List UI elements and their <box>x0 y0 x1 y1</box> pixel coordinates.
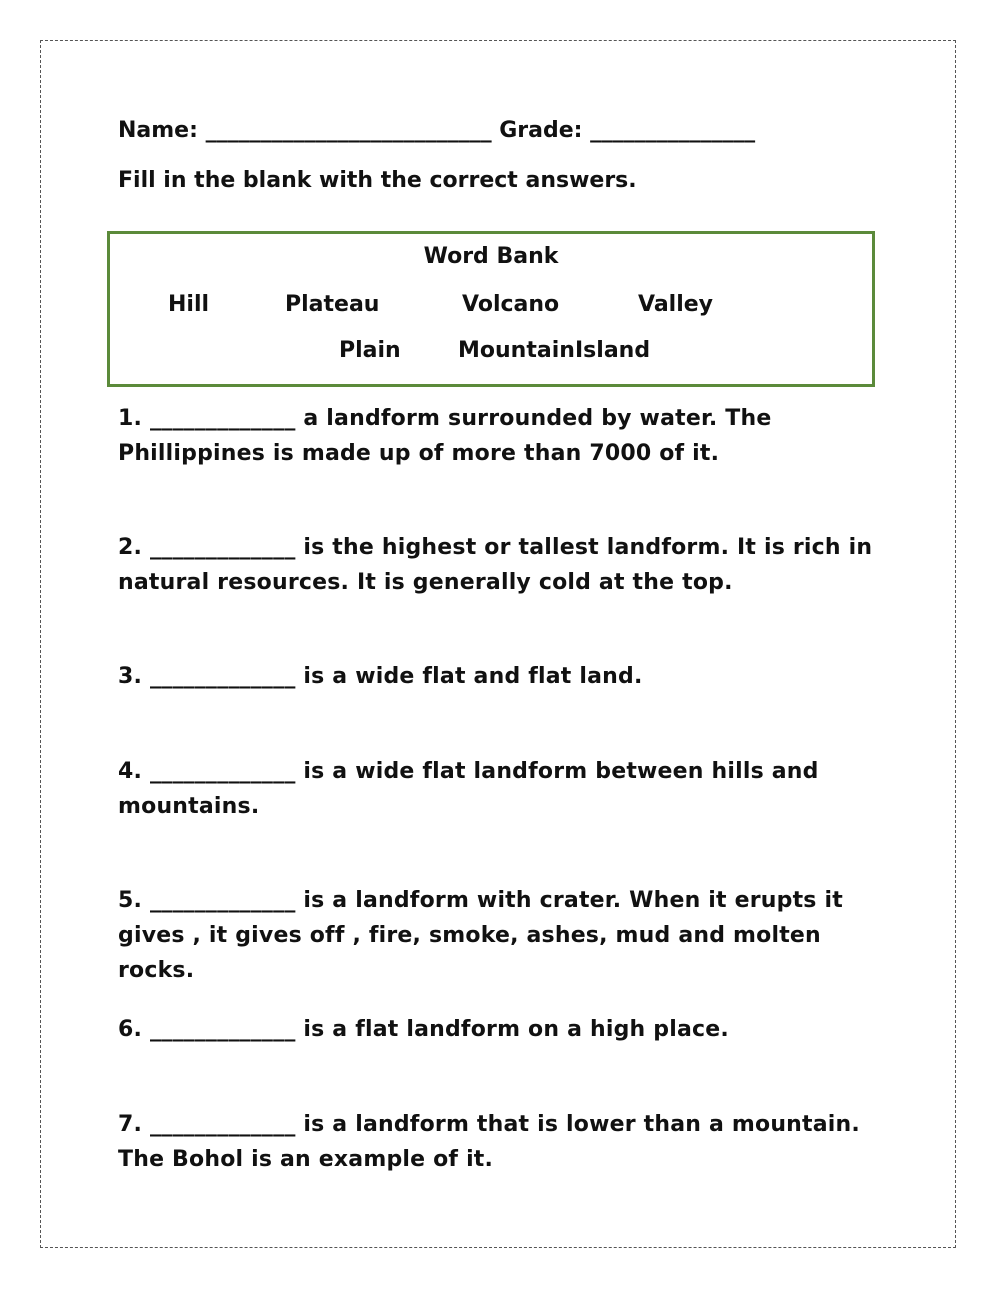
question-number: 4. <box>118 759 143 784</box>
word-bank-item: Island <box>575 338 651 363</box>
question-1 <box>118 401 878 471</box>
question-text: is a flat landform on a high place. <box>303 1017 729 1042</box>
answer-blank[interactable]: _____________ <box>149 1017 296 1042</box>
answer-blank[interactable]: _____________ <box>149 888 296 913</box>
question-number: 6. <box>118 1017 143 1042</box>
question-text: is a landform with crater. When it erupts it gives , it gives off , fire, smoke, ashes, mud and molten rocks. <box>118 888 843 983</box>
answer-blank[interactable]: _____________ <box>149 759 296 784</box>
question-7 <box>118 1107 878 1177</box>
question-text: is a landform that is lower than a mountain. The Bohol is an example of it. <box>118 1112 860 1172</box>
word-bank-item: Plain <box>339 338 401 363</box>
grade-label: Grade: <box>499 118 583 143</box>
question-text: is the highest or tallest landform. It is rich in natural resources. It is generally cold at the top. <box>118 535 873 595</box>
question-5 <box>118 883 878 988</box>
question-text: is a wide flat and flat land. <box>303 664 643 689</box>
question-number: 1. <box>118 406 143 431</box>
worksheet-border <box>40 40 956 1248</box>
answer-blank[interactable]: _____________ <box>149 664 296 689</box>
word-bank-item: Volcano <box>462 292 560 317</box>
name-label: Name: <box>118 118 198 143</box>
question-3 <box>118 659 878 694</box>
answer-blank[interactable]: _____________ <box>149 406 296 431</box>
question-4 <box>118 754 878 824</box>
answer-blank[interactable]: _____________ <box>149 1112 296 1137</box>
word-bank <box>107 231 875 387</box>
answer-blank[interactable]: _____________ <box>149 535 296 560</box>
question-number: 7. <box>118 1112 143 1137</box>
question-number: 3. <box>118 664 143 689</box>
header-line <box>118 118 755 143</box>
instructions: Fill in the blank with the correct answers. <box>118 168 637 193</box>
question-number: 2. <box>118 535 143 560</box>
word-bank-item: Valley <box>638 292 714 317</box>
question-text: is a wide flat landform between hills and mountains. <box>118 759 819 819</box>
question-text: a landform surrounded by water. The Phillippines is made up of more than 7000 of it. <box>118 406 772 466</box>
question-6 <box>118 1012 878 1047</box>
question-number: 5. <box>118 888 143 913</box>
word-bank-item: Plateau <box>285 292 380 317</box>
word-bank-title: Word Bank <box>423 244 559 269</box>
word-bank-item: Mountain <box>458 338 575 363</box>
grade-blank[interactable]: _______________ <box>590 118 756 143</box>
question-2 <box>118 530 878 600</box>
word-bank-item: Hill <box>168 292 210 317</box>
name-blank[interactable]: __________________________ <box>205 118 492 143</box>
